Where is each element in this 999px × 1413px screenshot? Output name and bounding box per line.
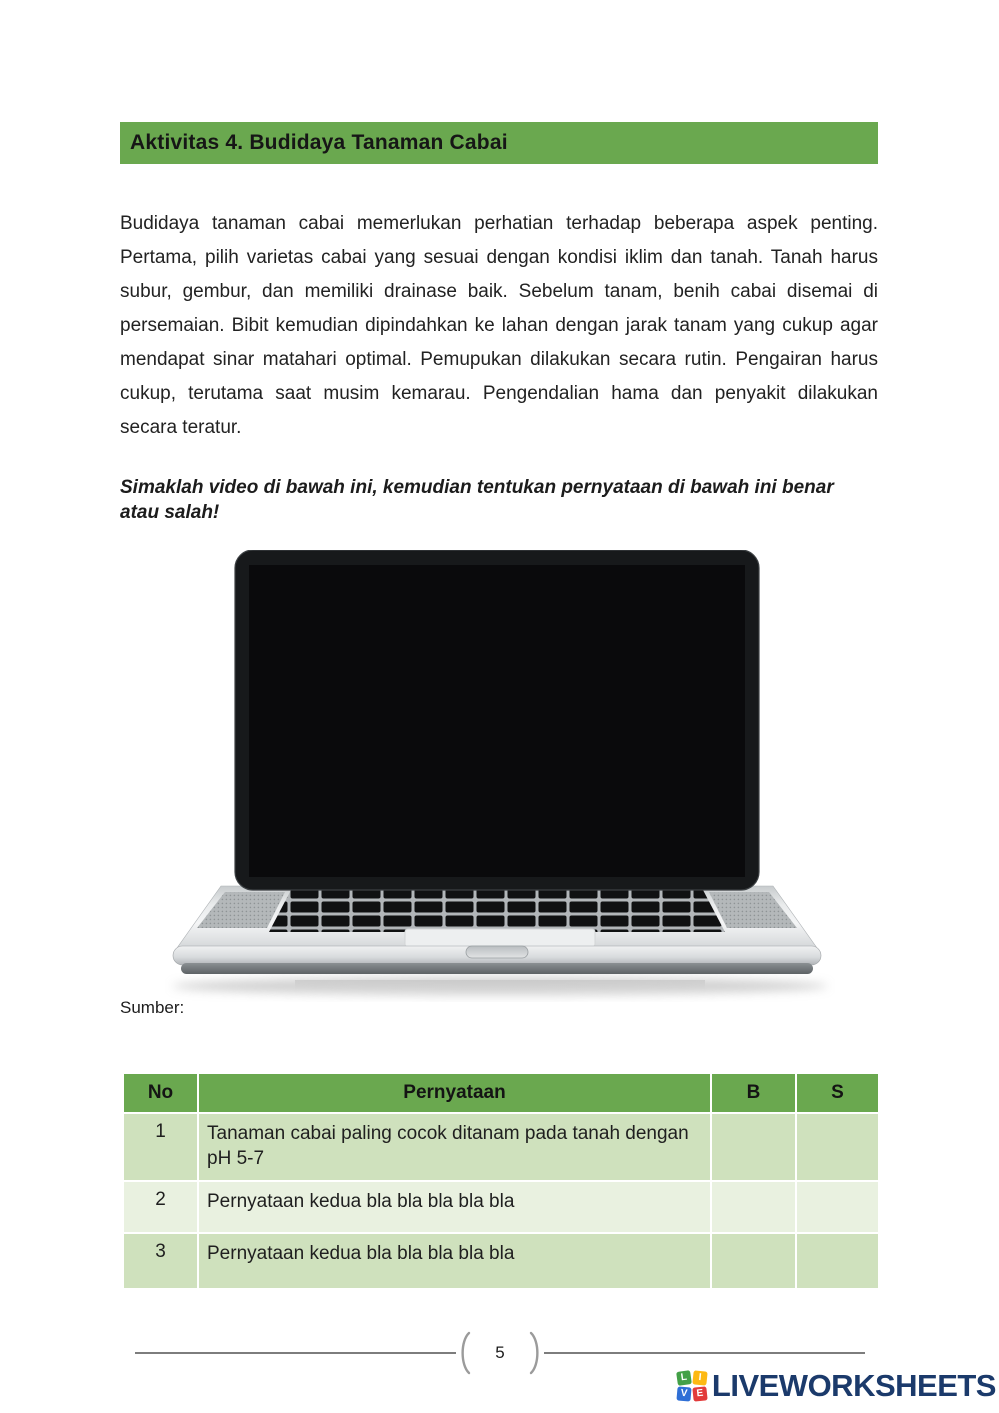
answer-s-cell[interactable] — [796, 1113, 879, 1181]
bracket-right-icon — [528, 1330, 544, 1376]
laptop-trackpad — [405, 929, 595, 947]
logo-tile-l: L — [676, 1370, 692, 1386]
instruction-text: Simaklah video di bawah ini, kemudian tentukan pernyataan di bawah ini benar atau salah! — [120, 477, 834, 523]
row-number-cell: 3 — [123, 1233, 198, 1289]
page-number: 5 — [495, 1343, 505, 1362]
statement-cell: Pernyataan kedua bla bla bla bla bla — [198, 1233, 711, 1289]
statement-cell: Pernyataan kedua bla bla bla bla bla — [198, 1181, 711, 1233]
intro-paragraph: Budidaya tanaman cabai memerlukan perhatian terhadap beberapa aspek penting. Pertama, pilih varietas cabai yang sesuai dengan kondisi iklim dan tanah. Tanah harus subur, gembur, dan memiliki drainase baik. Sebelum tanam, benih cabai disemai di persemaian. Bibit kemudian dipindahkan ke lahan dengan jarak tanam yang cukup agar mendapat sinar matahari optimal. Pemupukan dilakukan secara rutin. Pengairan harus cukup, terutama saat musim kemarau. Pengendalian hama dan penyakit dilakukan secara teratur. — [120, 213, 878, 438]
answer-b-cell[interactable] — [711, 1233, 796, 1289]
footer-line-left — [135, 1352, 456, 1354]
logo-tile-i: I — [692, 1370, 707, 1385]
laptop-keyboard-deck — [177, 886, 817, 948]
logo-wordmark: LIVEWORKSHEETS — [711, 1368, 996, 1403]
activity-banner — [120, 122, 878, 164]
table-header-row — [123, 1073, 879, 1113]
answer-b-cell[interactable] — [711, 1113, 796, 1181]
media-area — [0, 550, 999, 1002]
answer-b-cell[interactable] — [711, 1181, 796, 1233]
table-row — [123, 1113, 879, 1181]
laptop-image — [165, 550, 835, 1002]
col-header-pernyataan: Pernyataan — [198, 1073, 711, 1113]
col-header-s: S — [796, 1073, 879, 1113]
page-title: Aktivitas 4. Budidaya Tanaman Cabai — [130, 131, 508, 154]
col-header-b: B — [711, 1073, 796, 1113]
row-number-cell: 2 — [123, 1181, 198, 1233]
liveworksheets-logo[interactable] — [677, 1368, 996, 1404]
logo-tile-e: E — [692, 1386, 707, 1401]
laptop-keyboard — [269, 890, 725, 932]
row-number-cell: 1 — [123, 1113, 198, 1181]
logo-tile-v: V — [676, 1386, 691, 1401]
source-label: Sumber: — [120, 998, 185, 1017]
answer-s-cell[interactable] — [796, 1233, 879, 1289]
liveworksheets-logo-icon — [677, 1371, 708, 1402]
bracket-left-icon — [456, 1330, 472, 1376]
statements-table — [122, 1072, 880, 1290]
footer-line-right — [544, 1352, 865, 1354]
laptop-screen — [235, 550, 759, 890]
statement-cell: Tanaman cabai paling cocok ditanam pada tanah dengan pH 5-7 — [198, 1113, 711, 1181]
answer-s-cell[interactable] — [796, 1181, 879, 1233]
table-row — [123, 1181, 879, 1233]
table-row — [123, 1233, 879, 1289]
col-header-no: No — [123, 1073, 198, 1113]
